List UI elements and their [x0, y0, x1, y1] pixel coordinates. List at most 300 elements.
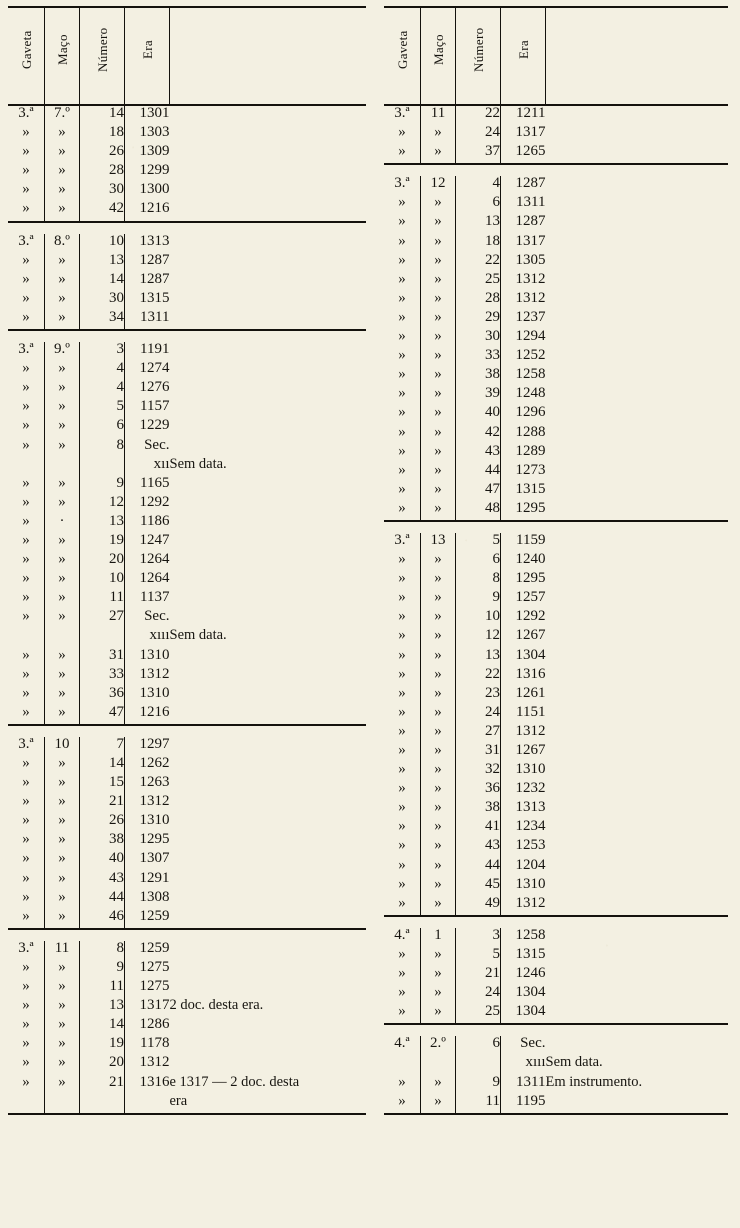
cell-note — [546, 648, 729, 667]
cell-numero: 49 — [456, 896, 501, 916]
cell-era: 1301 — [125, 105, 170, 125]
cell-maco: » — [45, 609, 80, 628]
table-row — [384, 444, 728, 463]
cell-numero: 43 — [456, 444, 501, 463]
cell-gaveta: » — [398, 684, 406, 701]
cell-note — [546, 819, 729, 838]
cell-maco: » — [45, 832, 80, 851]
cell-era: 1317 — [501, 125, 546, 144]
cell-maco: » — [421, 214, 456, 233]
cell-numero: 42 — [80, 201, 125, 221]
cell-note — [546, 405, 729, 424]
cell-numero: 9 — [456, 1075, 501, 1094]
cell-note — [170, 310, 367, 330]
header-numero: Número — [456, 7, 501, 105]
cell-note: Em instrumento. — [545, 1073, 643, 1090]
cell-gaveta: » — [22, 493, 30, 510]
cell-maco: » — [421, 253, 456, 272]
cell-numero: 21 — [80, 794, 125, 813]
cell-gaveta: » — [22, 270, 30, 287]
header-era: Era — [125, 7, 170, 105]
table-row — [8, 1094, 366, 1114]
table-row — [384, 253, 728, 272]
cell-maco — [45, 1094, 80, 1114]
cell-numero: 11 — [80, 590, 125, 609]
cell-gaveta: » — [398, 461, 406, 478]
cell-numero — [456, 1055, 501, 1074]
cell-note — [546, 571, 729, 590]
table-row — [384, 896, 728, 916]
cell-note — [546, 858, 729, 877]
table-row — [8, 686, 366, 705]
cell-numero: 4 — [456, 176, 501, 195]
cell-maco: » — [45, 813, 80, 832]
cell-era: Sec. — [125, 609, 170, 628]
gap-cell — [80, 222, 125, 234]
table-row — [8, 272, 366, 291]
cell-maco: » — [421, 329, 456, 348]
table-row — [8, 775, 366, 794]
cell-numero: 20 — [80, 1055, 125, 1074]
cell-era: 1229 — [125, 418, 170, 437]
cell-numero: 28 — [80, 163, 125, 182]
header-maco: Maço — [421, 7, 456, 105]
table-row — [384, 533, 728, 552]
cell-note — [170, 960, 367, 979]
cell-maco: » — [421, 1075, 456, 1094]
cell-era: 1211 — [501, 105, 546, 125]
table-row — [8, 1055, 366, 1074]
table-row — [384, 571, 728, 590]
cell-era: 1311 — [501, 1075, 546, 1094]
cell-note — [546, 105, 729, 125]
table-row — [8, 590, 366, 609]
cell-era: 1258 — [501, 928, 546, 947]
cell-maco: » — [45, 1075, 80, 1094]
cell-maco: » — [421, 501, 456, 521]
cell-maco: 12 — [421, 176, 456, 195]
cell-gaveta: » — [398, 308, 406, 325]
cell-gaveta: » — [398, 570, 406, 587]
table-row — [384, 985, 728, 1004]
cell-numero: 7 — [80, 737, 125, 756]
cell-note — [170, 832, 367, 851]
gap-cell — [546, 1024, 729, 1036]
cell-maco: » — [421, 896, 456, 916]
cell-gaveta: » — [22, 793, 30, 810]
cell-maco: » — [45, 552, 80, 571]
cell-note — [546, 781, 729, 800]
gap-cell — [125, 222, 170, 234]
table-row — [8, 533, 366, 552]
cell-gaveta: » — [384, 1004, 421, 1024]
cell-gaveta: » — [398, 965, 406, 982]
cell-maco: · — [45, 514, 80, 533]
table-row — [8, 960, 366, 979]
cell-gaveta: 3.ª — [18, 341, 34, 358]
cell-maco: » — [421, 1094, 456, 1114]
cell-numero: 11 — [80, 979, 125, 998]
cell-note — [170, 686, 367, 705]
table-row — [384, 1004, 728, 1024]
gap-cell — [546, 164, 729, 176]
cell-era: 1292 — [501, 609, 546, 628]
cell-gaveta: » — [22, 1054, 30, 1071]
cell-maco: » — [421, 386, 456, 405]
table-row — [384, 291, 728, 310]
cell-era: 1248 — [501, 386, 546, 405]
cell-note — [546, 214, 729, 233]
group-gap — [8, 222, 366, 234]
cell-maco: » — [45, 495, 80, 514]
register-table-right — [384, 6, 728, 1115]
cell-maco: » — [45, 667, 80, 686]
table-row — [8, 794, 366, 813]
cell-maco: » — [421, 405, 456, 424]
cell-era: 1232 — [501, 781, 546, 800]
cell-note — [170, 144, 367, 163]
table-row — [8, 163, 366, 182]
cell-numero: 38 — [456, 367, 501, 386]
cell-numero: 13 — [456, 648, 501, 667]
cell-gaveta: » — [22, 888, 30, 905]
cell-maco: » — [45, 756, 80, 775]
gap-cell — [546, 916, 729, 928]
cell-era: 1310 — [501, 877, 546, 896]
cell-numero — [80, 1094, 125, 1114]
cell-gaveta: » — [22, 665, 30, 682]
cell-gaveta: » — [398, 608, 406, 625]
cell-gaveta: » — [398, 551, 406, 568]
cell-era: 1287 — [501, 176, 546, 195]
cell-gaveta: » — [8, 310, 45, 330]
cell-gaveta: » — [22, 755, 30, 771]
cell-numero: 15 — [80, 775, 125, 794]
table-row — [8, 310, 366, 330]
cell-note — [546, 667, 729, 686]
cell-note — [170, 890, 367, 909]
cell-maco: » — [421, 1004, 456, 1024]
cell-era: 1315 — [501, 947, 546, 966]
cell-note — [546, 1004, 729, 1024]
table-row — [8, 105, 366, 125]
cell-maco: » — [421, 762, 456, 781]
cell-era: 1312 — [125, 1055, 170, 1074]
cell-era: 1204 — [501, 858, 546, 877]
table-row — [384, 686, 728, 705]
cell-gaveta: 3.ª — [394, 531, 410, 548]
cell-gaveta: » — [22, 251, 30, 268]
cell-note — [546, 367, 729, 386]
cell-numero: 44 — [456, 463, 501, 482]
table-row — [384, 501, 728, 521]
cell-note — [170, 476, 367, 495]
cell-maco — [45, 457, 80, 476]
table-row — [384, 272, 728, 291]
cell-note — [170, 495, 367, 514]
cell-note — [170, 163, 367, 182]
cell-numero: 18 — [456, 234, 501, 253]
cell-gaveta: » — [22, 162, 30, 179]
cell-note — [170, 794, 367, 813]
cell-note — [546, 144, 729, 164]
cell-note — [170, 590, 367, 609]
cell-era: 1276 — [125, 380, 170, 399]
cell-era: 1310 — [125, 648, 170, 667]
cell-gaveta: » — [22, 1035, 30, 1052]
cell-gaveta: » — [398, 289, 406, 306]
cell-numero: 13 — [80, 998, 125, 1017]
cell-numero: 45 — [456, 877, 501, 896]
cell-gaveta: » — [398, 328, 406, 345]
table-row — [384, 966, 728, 985]
cell-maco: » — [421, 571, 456, 590]
table-row — [384, 329, 728, 348]
cell-era: 1257 — [501, 590, 546, 609]
cell-numero: 11 — [456, 1094, 501, 1114]
cell-note: e 1317 — 2 doc. desta — [169, 1073, 300, 1090]
table-row — [8, 832, 366, 851]
cell-note — [546, 628, 729, 647]
cell-note — [546, 966, 729, 985]
cell-era: 1315 — [501, 482, 546, 501]
table-row — [8, 291, 366, 310]
cell-gaveta: 3.ª — [18, 939, 34, 956]
cell-note — [170, 514, 367, 533]
cell-era: 1246 — [501, 966, 546, 985]
table-row — [8, 438, 366, 457]
table-row — [8, 667, 366, 686]
cell-gaveta: 4.ª — [394, 926, 410, 943]
cell-note — [546, 234, 729, 253]
cell-gaveta: » — [22, 1016, 30, 1033]
cell-note — [170, 253, 367, 272]
table-row — [384, 781, 728, 800]
cell-numero: 31 — [456, 743, 501, 762]
cell-numero: 24 — [456, 985, 501, 1004]
cell-numero: 10 — [456, 609, 501, 628]
cell-numero: 14 — [80, 272, 125, 291]
table-row — [8, 495, 366, 514]
gap-cell — [170, 330, 367, 342]
cell-numero: 38 — [456, 800, 501, 819]
cell-era: 1216 — [125, 201, 170, 221]
cell-era: Sec. — [501, 1036, 546, 1055]
table-row — [8, 125, 366, 144]
cell-era: 1165 — [125, 476, 170, 495]
cell-numero: 14 — [80, 105, 125, 125]
cell-numero: 33 — [80, 667, 125, 686]
cell-note — [170, 182, 367, 201]
cell-numero: 6 — [456, 195, 501, 214]
cell-numero: 39 — [456, 386, 501, 405]
cell-era: 1312 — [125, 667, 170, 686]
table-row — [8, 648, 366, 667]
cell-era: 1316 — [125, 1075, 170, 1094]
cell-note — [546, 985, 729, 1004]
cell-numero: 10 — [80, 234, 125, 253]
cell-gaveta: » — [398, 404, 406, 421]
table-row — [8, 609, 366, 628]
cell-maco: » — [45, 1017, 80, 1036]
cell-gaveta: » — [398, 984, 406, 1001]
cell-maco: » — [421, 272, 456, 291]
cell-note — [546, 425, 729, 444]
header-note — [546, 7, 729, 105]
cell-maco: » — [45, 686, 80, 705]
cell-note — [546, 928, 729, 947]
gap-cell — [170, 725, 367, 737]
table-row — [384, 762, 728, 781]
cell-maco: » — [421, 144, 456, 164]
cell-maco: » — [45, 1055, 80, 1074]
cell-maco: » — [421, 234, 456, 253]
table-row — [384, 552, 728, 571]
header-gaveta: Gaveta — [384, 7, 421, 105]
cell-maco: » — [421, 628, 456, 647]
cell-note — [170, 125, 367, 144]
cell-numero: 13 — [456, 214, 501, 233]
cell-note — [546, 947, 729, 966]
cell-gaveta: » — [22, 379, 30, 396]
cell-era: 1288 — [501, 425, 546, 444]
cell-note: Sem data. — [169, 455, 227, 472]
cell-gaveta: » — [22, 474, 30, 491]
cell-era: 1304 — [501, 985, 546, 1004]
cell-note — [170, 648, 367, 667]
cell-maco: » — [45, 851, 80, 870]
cell-gaveta: » — [398, 627, 406, 644]
cell-note — [170, 1036, 367, 1055]
cell-note: Sem data. — [545, 1054, 603, 1071]
cell-numero: 43 — [80, 871, 125, 890]
cell-era: 1275 — [125, 979, 170, 998]
cell-numero: 31 — [80, 648, 125, 667]
cell-era: 1264 — [125, 571, 170, 590]
cell-numero: 26 — [80, 144, 125, 163]
cell-note — [170, 609, 367, 628]
cell-numero: 28 — [456, 291, 501, 310]
cell-era: 1310 — [125, 813, 170, 832]
table-row — [8, 418, 366, 437]
gap-cell — [546, 521, 729, 533]
table-row — [384, 405, 728, 424]
table-row — [8, 144, 366, 163]
cell-gaveta: » — [398, 442, 406, 459]
table-row — [384, 234, 728, 253]
cell-era: 1304 — [501, 1004, 546, 1024]
cell-gaveta: » — [398, 945, 406, 962]
cell-note — [170, 979, 367, 998]
cell-numero — [80, 457, 125, 476]
cell-maco: 2.º — [421, 1036, 456, 1055]
cell-gaveta: » — [22, 417, 30, 434]
cell-maco: » — [421, 552, 456, 571]
cell-numero: 41 — [456, 819, 501, 838]
table-row — [8, 890, 366, 909]
cell-maco: » — [45, 871, 80, 890]
cell-note — [170, 201, 367, 221]
cell-gaveta: » — [22, 436, 30, 453]
cell-gaveta: 3.ª — [394, 175, 410, 192]
cell-gaveta: » — [22, 869, 30, 886]
cell-note — [546, 686, 729, 705]
cell-maco: » — [421, 367, 456, 386]
cell-numero: 6 — [80, 418, 125, 437]
cell-gaveta: » — [22, 551, 30, 568]
table-row — [384, 838, 728, 857]
table-row — [8, 571, 366, 590]
cell-era: Sec. — [125, 438, 170, 457]
cell-era: 1316 — [501, 667, 546, 686]
gap-cell — [170, 222, 367, 234]
cell-era: 1240 — [501, 552, 546, 571]
cell-era: 1265 — [501, 144, 546, 164]
table-row — [8, 909, 366, 929]
cell-maco: 8.º — [45, 234, 80, 253]
cell-era: 1247 — [125, 533, 170, 552]
cell-era: 1294 — [501, 329, 546, 348]
cell-note — [170, 871, 367, 890]
cell-era: 1267 — [501, 743, 546, 762]
cell-gaveta: » — [8, 705, 45, 725]
cell-numero: 10 — [80, 571, 125, 590]
gap-cell — [45, 222, 80, 234]
table-row — [8, 253, 366, 272]
cell-maco: » — [45, 998, 80, 1017]
cell-maco: » — [45, 399, 80, 418]
table-row — [384, 176, 728, 195]
table-row — [384, 877, 728, 896]
cell-era: 1310 — [501, 762, 546, 781]
cell-numero: 47 — [456, 482, 501, 501]
cell-gaveta: » — [398, 213, 406, 230]
cell-note — [546, 195, 729, 214]
table-row — [384, 819, 728, 838]
cell-gaveta: » — [22, 978, 30, 995]
cell-gaveta: » — [398, 347, 406, 364]
cell-maco: » — [45, 310, 80, 330]
cell-era — [125, 1094, 170, 1114]
cell-era: 1313 — [125, 234, 170, 253]
cell-era: 1299 — [125, 163, 170, 182]
cell-numero: 18 — [80, 125, 125, 144]
cell-numero: 3 — [456, 928, 501, 947]
cell-numero: 27 — [80, 609, 125, 628]
cell-maco: » — [45, 125, 80, 144]
cell-numero: 36 — [456, 781, 501, 800]
cell-numero: 9 — [456, 590, 501, 609]
cell-gaveta: » — [22, 831, 30, 848]
cell-numero: 4 — [80, 361, 125, 380]
cell-era: 1307 — [125, 851, 170, 870]
cell-era: 1312 — [501, 896, 546, 916]
cell-maco: » — [45, 476, 80, 495]
cell-note — [546, 762, 729, 781]
cell-gaveta: » — [398, 761, 406, 778]
cell-maco: » — [421, 947, 456, 966]
cell-maco: » — [45, 182, 80, 201]
gap-cell — [8, 222, 45, 234]
cell-numero: 40 — [80, 851, 125, 870]
cell-era: 1258 — [501, 367, 546, 386]
cell-note — [546, 310, 729, 329]
cell-numero: 30 — [456, 329, 501, 348]
cell-maco: » — [421, 125, 456, 144]
cell-maco: » — [45, 648, 80, 667]
cell-era: 1263 — [125, 775, 170, 794]
cell-note — [170, 775, 367, 794]
